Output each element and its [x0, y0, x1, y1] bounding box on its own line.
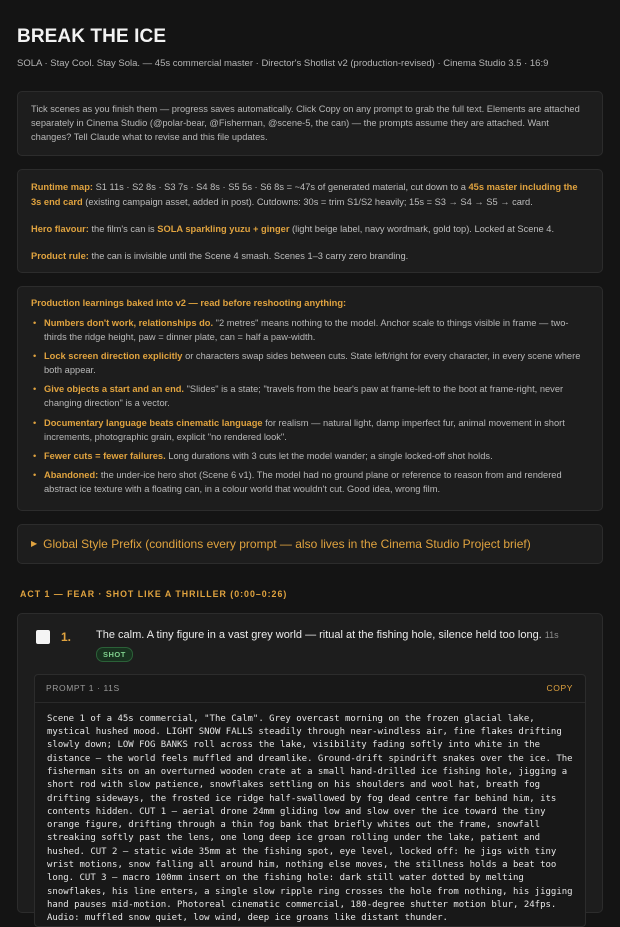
product-rule-label: Product rule:	[31, 250, 89, 261]
learnings-card	[17, 286, 603, 511]
learning-text: the under-ice hero shot (Scene 6 v1). The model had no ground plane or reference to reason from and rendered abstract ice texture with a floating can, in a colour world that wouldn't cut. Good idea, wrong film.	[44, 469, 562, 495]
hero-text-a: the film's can is	[88, 223, 158, 234]
learning-item	[31, 416, 589, 444]
learning-text: or characters swap sides between cuts. State left/right for every character, in every scene where both appear.	[44, 351, 581, 376]
act-heading: ACT 1 — FEAR · SHOT LIKE A THRILLER (0:00–0:26)	[20, 589, 288, 600]
global-style-toggle[interactable]	[17, 524, 603, 564]
intro-card	[17, 91, 603, 156]
runtime-card	[17, 169, 603, 273]
learning-item	[31, 382, 589, 410]
page-subtitle: SOLA · Stay Cool. Stay Sola. — 45s commercial master · Director's Shotlist v2 (production-revised) · Cinema Studio 3.5 · 16:9	[17, 57, 549, 69]
learning-item	[31, 316, 589, 344]
learning-item	[31, 468, 589, 496]
learning-item	[31, 349, 589, 377]
scene-title: The calm. A tiny figure in a vast grey world — ritual at the fishing hole, silence held too long.	[96, 629, 542, 642]
learning-text: "2 metres" means nothing to the model. Anchor scale to things visible in frame — two-thirds the ridge height, paw = dinner plate, can = half a paw-width.	[44, 317, 569, 342]
hero-flavour	[31, 222, 589, 236]
triangle-right-icon: ▶	[31, 539, 38, 549]
learning-text: for realism — natural light, damp imperfect fur, animal movement in short increments, photographic grain, explicit "no rendered look".	[44, 417, 565, 442]
learning-bold: Abandoned:	[44, 469, 99, 480]
global-style-label: Global Style Prefix (conditions every prompt — also lives in the Cinema Studio Project brief)	[43, 537, 531, 552]
scene-info	[96, 628, 559, 662]
prompt-label: PROMPT 1 · 11S	[46, 683, 120, 694]
scene-title-line	[96, 628, 559, 643]
intro-text: Tick scenes as you finish them — progress saves automatically. Click Copy on any prompt to grab the full text. Elements are attached separately in Cinema Studio (@polar-bear, @Fisherman, @scene-5, the can) — the prompts assume they are attached. Want changes? Tell Claude what to revise and this file updates.	[31, 104, 580, 143]
learning-bold: Fewer cuts = fewer failures.	[44, 450, 166, 461]
runtime-text-a: S1 11s · S2 8s · S3 7s · S4 8s · S5 5s · S6 8s = ~47s of generated material, cut down to a	[92, 182, 469, 193]
prompt-box	[34, 674, 586, 927]
prompt-text[interactable]: Scene 1 of a 45s commercial, "The Calm". Grey overcast morning on the frozen glacial lake, mystical hushed mood. LIGHT SNOW FALLS steadily through near-windless air, fine flakes drifting slowly down; LOW FOG BANKS roll across the lake, visibility fading softly into white in the distance — the world feels muffled and dreamlike. Ground-drift spindrift snakes over the ice. The fisherman sits on an overturned wooden crate at a small hand-drilled ice fishing hole, jigging a short rod with slow patience, snowflakes settling on his shoulders and wool hat, breath fog drifting sideways, the frosted ice ridge half-swallowed by fog dead centre far behind him, its contents hidden. CUT 1 — aerial drone 24mm gliding low and slow over the ice toward the tiny orange figure, drifting through a thin fog bank that briefly whites out the frame, snowfall streaking softly past the lens, one long deep ice groan rolling under the lake, patient and hushed. CUT 2 — static wide 35mm at the fishing spot, eye level, locked off: he jigs with tiny wrist motions, snow falling all around him, nothing else moves, the stillness holds a beat too long. CUT 3 — macro 100mm insert on the fishing hole: dark still water dotted by melting snowflakes, his line enters, a single slow ripple ring crosses the hole from nothing, his jigging hand pauses mid-motion. Photoreal cinematic commercial, 180-degree shutter motion blur, 24fps. Audio: muffled snow quiet, low wind, deep ice groans like distant thunder.	[47, 713, 573, 924]
runtime-map	[31, 180, 589, 208]
learning-bold: Documentary language beats cinematic language	[44, 417, 263, 428]
scene-duration: 11s	[544, 630, 559, 641]
learning-item	[31, 449, 589, 463]
page-title: BREAK THE ICE	[17, 26, 167, 47]
learnings-title: Production learnings baked into v2 — read before reshooting anything:	[31, 297, 347, 308]
prompt-header	[35, 675, 585, 703]
copy-button[interactable]: COPY	[546, 683, 573, 694]
learnings-list	[31, 316, 589, 496]
learning-text: Long durations with 3 cuts let the model wander; a single locked-off shot holds.	[165, 450, 493, 461]
learning-text: "Slides" is a state; "travels from the bear's paw at frame-left to the boot at frame-right, never changing direction" is a vector.	[44, 384, 564, 409]
scene-number: 1.	[61, 630, 72, 645]
status-badge: SHOT	[96, 647, 133, 662]
product-rule	[31, 249, 589, 263]
hero-highlight: SOLA sparkling yuzu + ginger	[157, 223, 290, 234]
product-rule-text: the can is invisible until the Scene 4 smash. Scenes 1–3 carry zero branding.	[88, 250, 409, 261]
runtime-highlight: 45s master including the 3s end card	[31, 182, 578, 207]
learning-bold: Numbers don't work, relationships do.	[44, 317, 214, 328]
learning-bold: Give objects a start and an end.	[44, 384, 185, 395]
learning-bold: Lock screen direction explicitly	[44, 351, 183, 362]
scene-header	[36, 628, 586, 662]
hero-text-b: (light beige label, navy wordmark, gold top). Locked at Scene 4.	[289, 223, 555, 234]
scene-card	[17, 613, 603, 924]
hero-label: Hero flavour:	[31, 223, 89, 234]
runtime-label: Runtime map:	[31, 182, 93, 193]
runtime-text-b: (existing campaign asset, added in post). Cutdowns: 30s = trim S1/S2 heavily; 15s = S3 → S4 → S5 → card.	[82, 196, 533, 207]
scene-checkbox[interactable]	[36, 630, 50, 644]
